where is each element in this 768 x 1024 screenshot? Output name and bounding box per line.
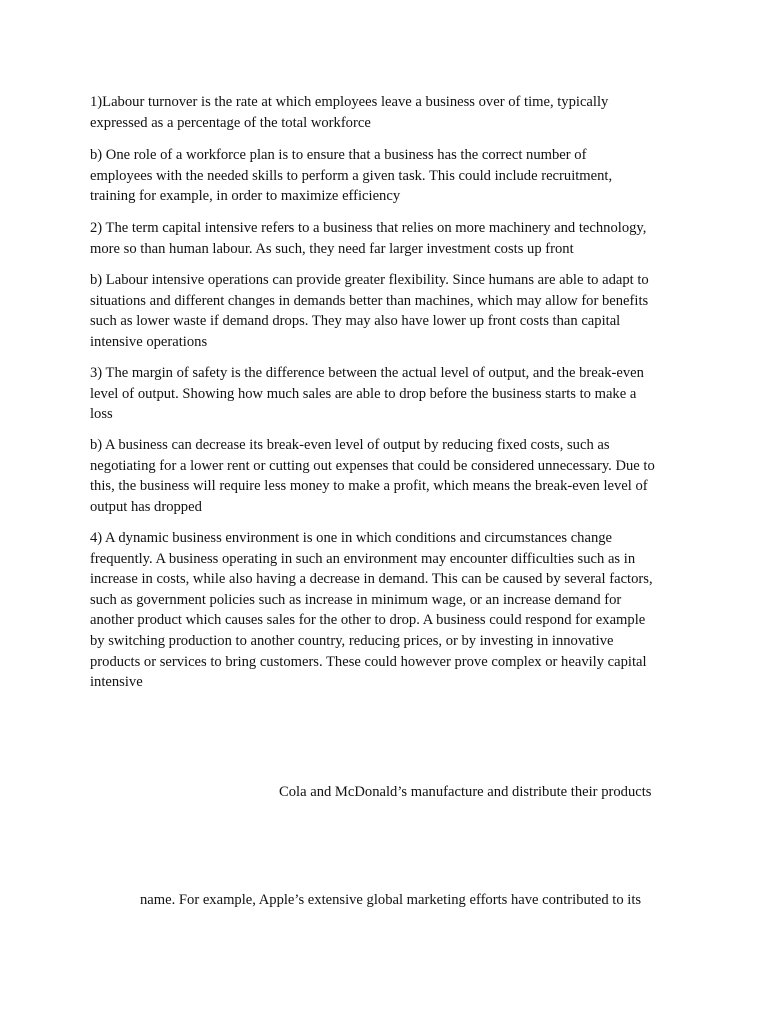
answer-3a-paragraph: 3) The margin of safety is the difference between the actual level of output, and the break-even level of output. Showing how much sales are able to drop before the business starts to make a loss [90,365,644,423]
answer-3b-paragraph: b) A business can decrease its break-even level of output by reducing fixed costs, such as negotiating for a lower rent or cutting out expenses that could be considered unnecessary. Due to this, the business will require less money to make a profit, which means the break-even level of output has dropped [90,437,655,515]
answer-1b-paragraph: b) One role of a workforce plan is to ensure that a business has the correct number of employees with the needed skills to perform a given task. This could include recruitment, training for example, in order to maximize efficiency [90,147,613,205]
answer-4-paragraph: 4) A dynamic business environment is one in which conditions and circumstances change frequently. A business operating in such an environment may encounter difficulties such as in increase in costs, while also having a decrease in demand. This can be caused by several factors, such as government policies such as increase in minimum wage, or an increase demand for another product which causes sales for the other to drop. A business could respond for example by switching production to another country, reducing prices, or by investing in innovative products or services to bring customers. These could however prove complex or heavily capital intensive [90,530,653,691]
answer-2b-paragraph: b) Labour intensive operations can provide greater flexibility. Since humans are able to adapt to situations and different changes in demands better than machines, which may allow for benefits such as lower waste if demand drops. They may also have lower up front costs than capital intensive operations [90,272,649,350]
answer-2a-paragraph: 2) The term capital intensive refers to a business that relies on more machinery and technology, more so than human labour. As such, they need far larger investment costs up front [90,220,647,257]
text-fragment-apple: name. For example, Apple’s extensive global marketing efforts have contributed to its [140,892,642,908]
text-fragment-cola: Cola and McDonald’s manufacture and distribute their products [279,784,652,800]
answer-1a-paragraph: 1)Labour turnover is the rate at which employees leave a business over of time, typically expressed as a percentage of the total workforce [90,94,609,131]
